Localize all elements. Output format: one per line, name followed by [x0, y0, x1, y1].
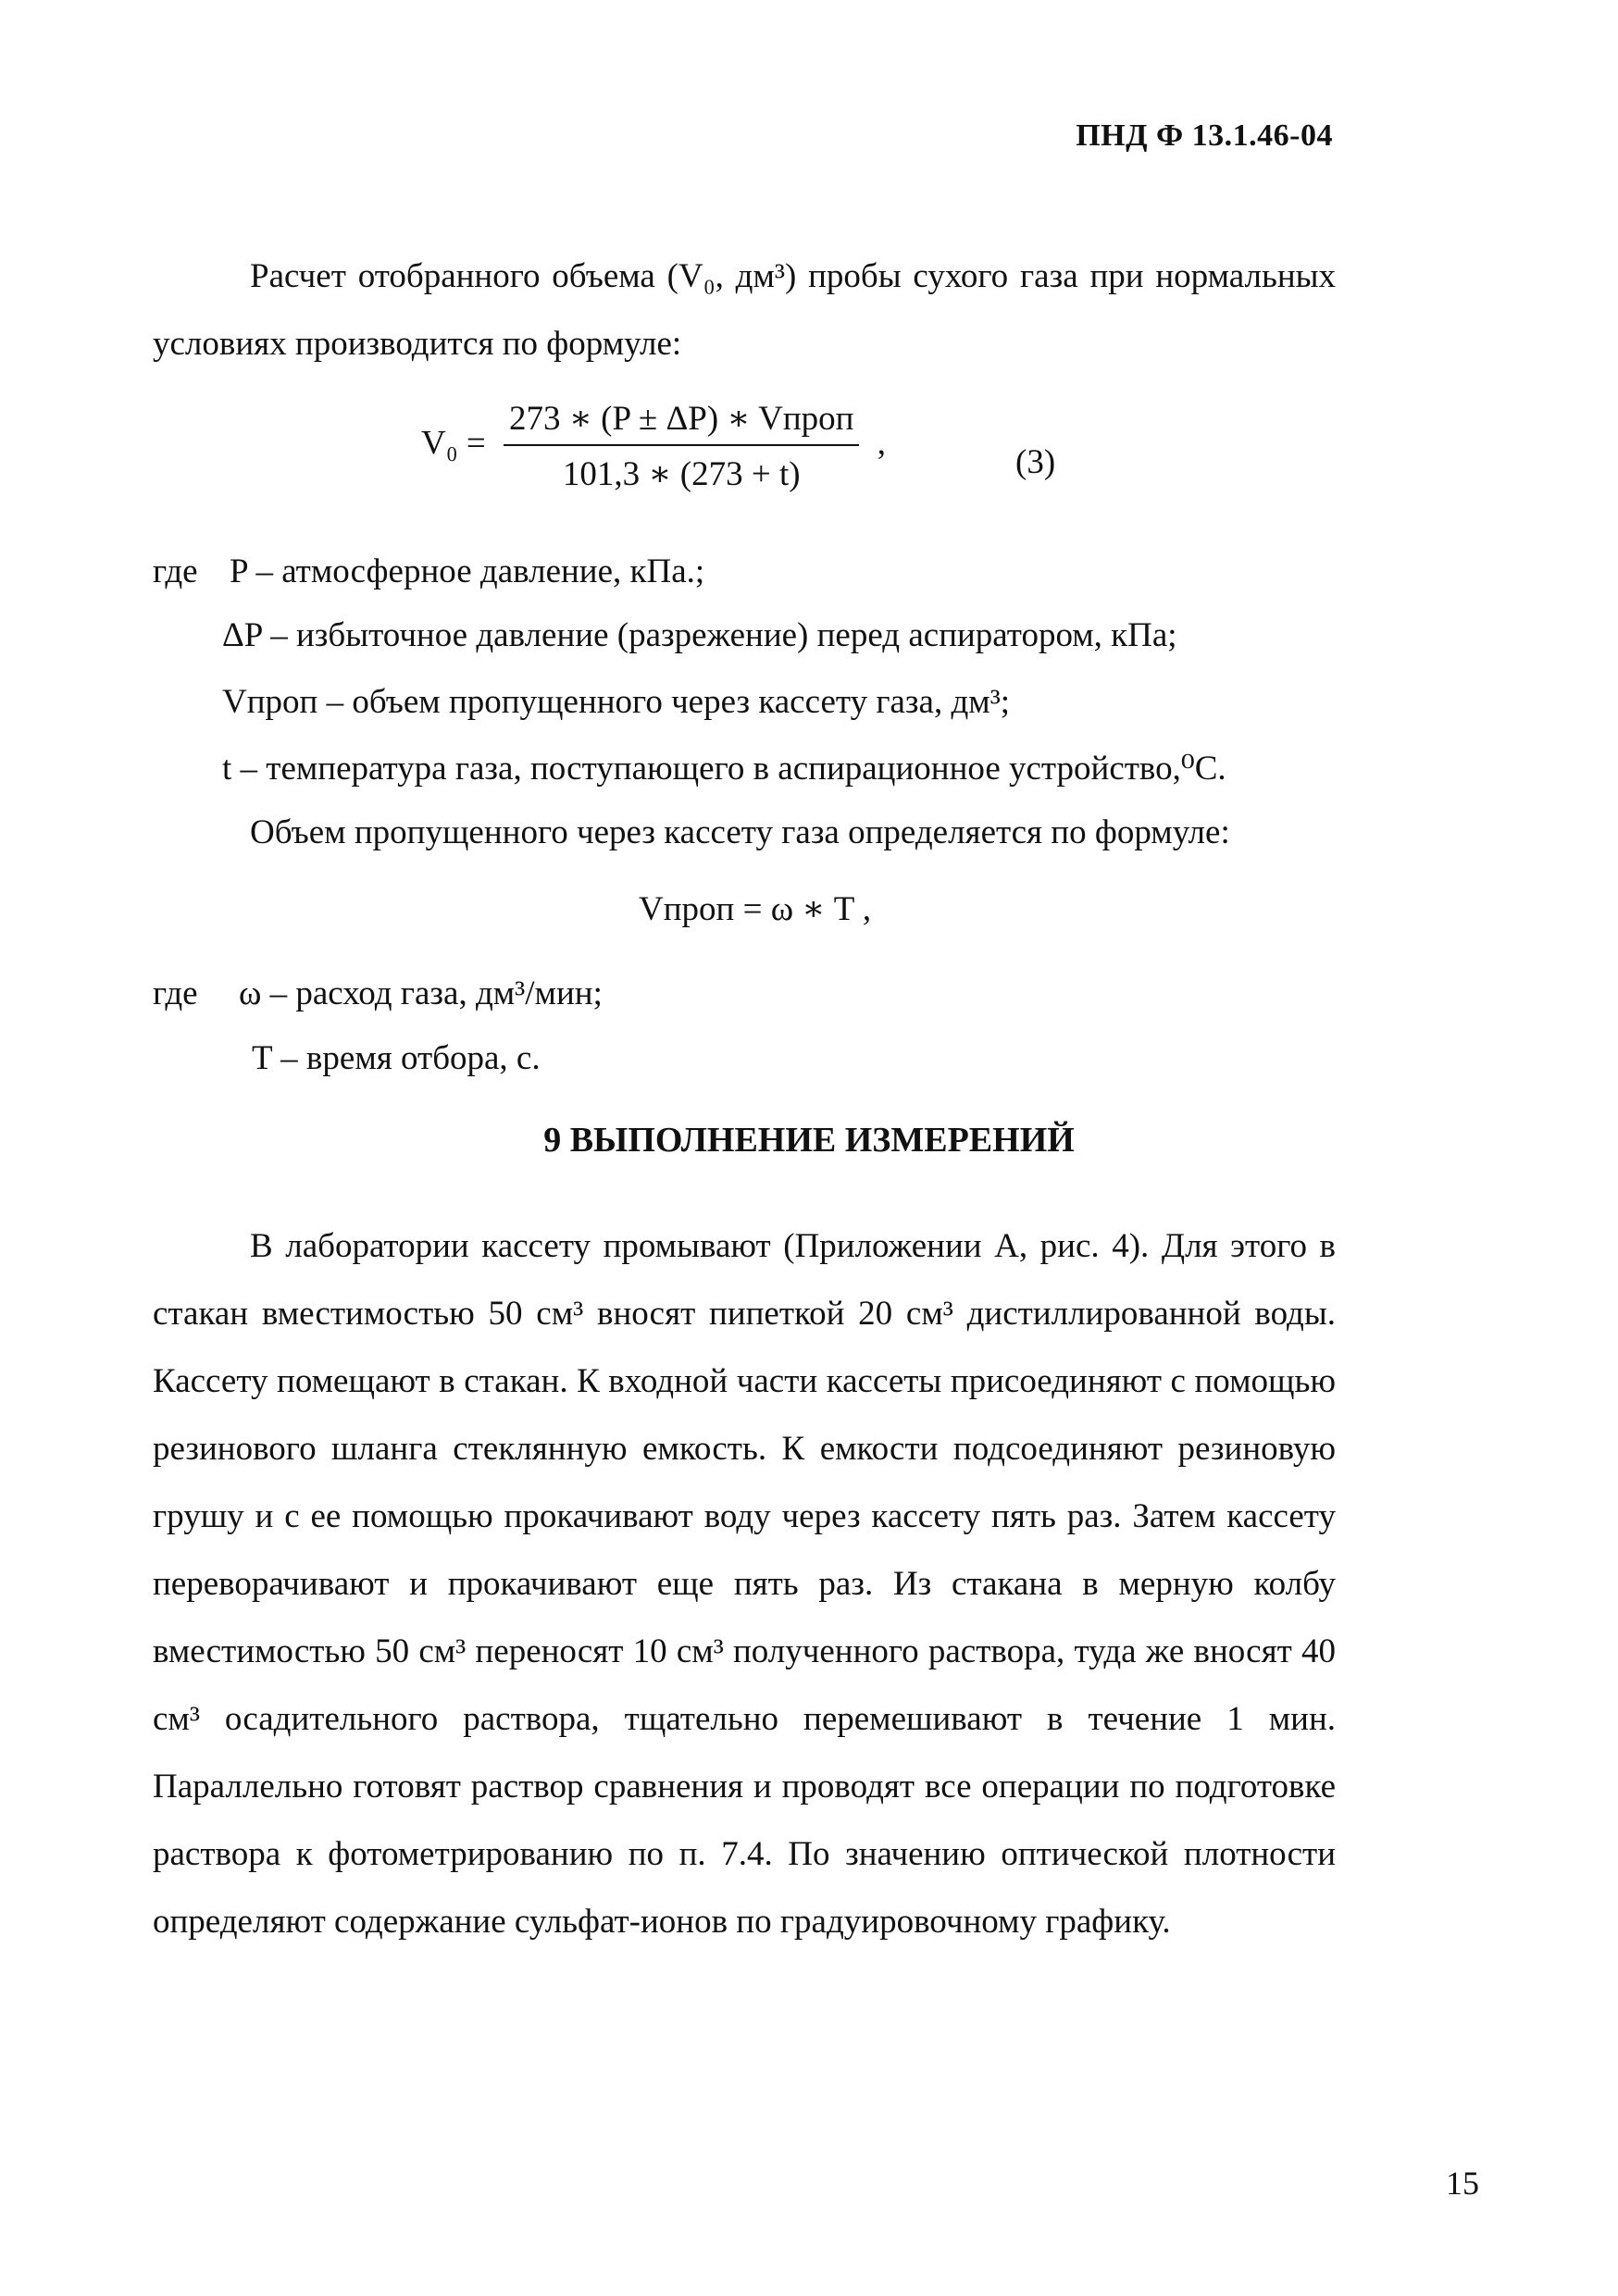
- formula-3-numerator: 273 ∗ (P ± ΔP) ∗ Vпроп: [504, 398, 859, 446]
- where-label-1: где: [153, 552, 198, 590]
- where-item-flow: ω – расход газа, дм³/мин;: [239, 974, 603, 1012]
- formula-3-fraction: [504, 398, 859, 494]
- where-label-2: где: [153, 974, 198, 1012]
- where-item-temperature: t – температура газа, поступающего в аспирационное устройство,⁰С.: [222, 750, 1226, 788]
- formula-3-lhs: V₀ =: [421, 424, 486, 463]
- page-number: 15: [1446, 2165, 1479, 2202]
- volume-intro: Объем пропущенного через кассету газа определяется по формуле:: [250, 813, 1230, 851]
- formula-3-trail: ,: [877, 424, 886, 463]
- formula-3: [421, 398, 886, 494]
- where-item-time: T – время отбора, с.: [252, 1039, 541, 1077]
- where-item-pressure: P – атмосферное давление, кПа.;: [230, 552, 705, 590]
- formula-3-denominator: 101,3 ∗ (273 + t): [562, 455, 801, 493]
- equation-number: (3): [1015, 443, 1056, 481]
- formula-volume: Vпроп = ω ∗ T ,: [639, 890, 872, 928]
- where-item-volume: Vпроп – объем пропущенного через кассету газа, дм³;: [222, 683, 1011, 721]
- where-item-delta-pressure: ΔP – избыточное давление (разрежение) перед аспиратором, кПа;: [222, 616, 1177, 654]
- body-paragraph: В лаборатории кассету промывают (Приложении А, рис. 4). Для этого в стакан вместимостью 50 см³ вносят пипеткой 20 см³ дистиллированной воды. Кассету помещают в стакан. К входной части кассеты присоединяют с помощью резинового шланга стеклянную емкость. К емкости подсоединяют резиновую грушу и с ее помощью прокачивают воду через кассету пять раз. Затем кассету переворачивают и прокачивают еще пять раз. Из стакана в мерную колбу вместимостью 50 см³ переносят 10 см³ полученного раствора, туда же вносят 40 см³ осадительного раствора, тщательно перемешивают в течение 1 мин. Параллельно готовят раствор сравнения и проводят все операции по подготовке раствора к фотометрированию по п. 7.4. По значению оптической плотности определяют содержание сульфат-ионов по градуировочному графику.: [153, 1227, 1336, 1941]
- section-heading: 9 ВЫПОЛНЕНИЕ ИЗМЕРЕНИЙ: [543, 1121, 1075, 1160]
- document-code: ПНД Ф 13.1.46-04: [1076, 118, 1333, 153]
- intro-paragraph: Расчет отобранного объема (V₀, дм³) пробы сухого газа при нормальных условиях производится по формуле:: [153, 257, 1336, 363]
